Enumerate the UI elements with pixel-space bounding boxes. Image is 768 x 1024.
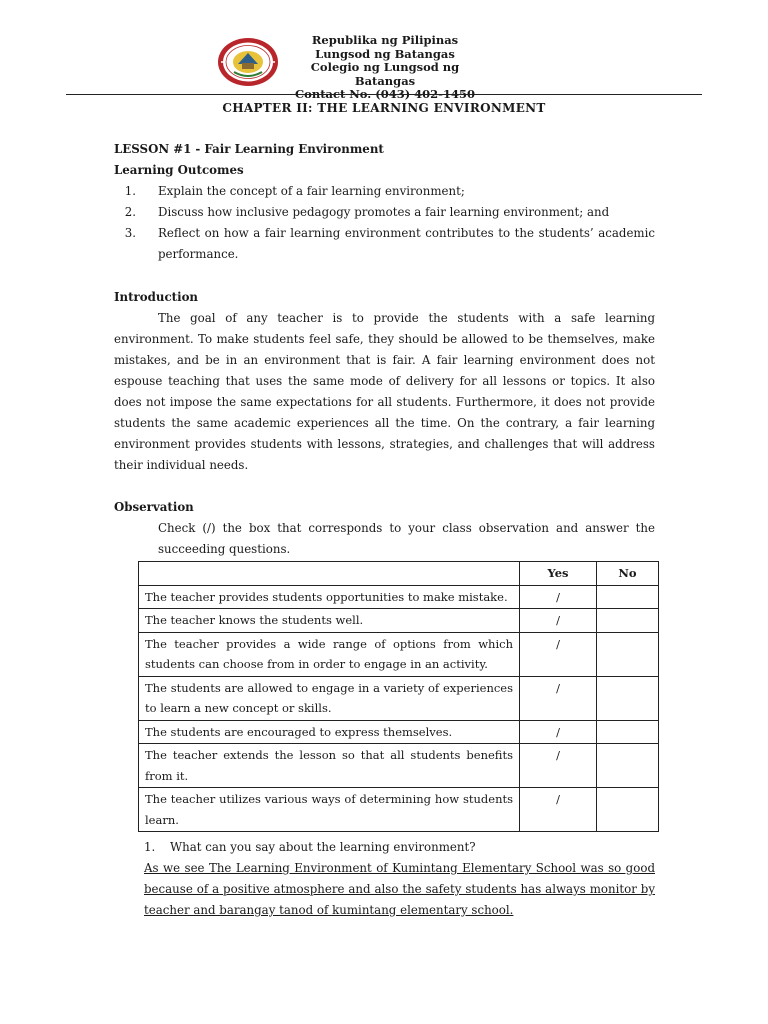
yes-checkbox-cell[interactable]: / xyxy=(520,744,597,788)
no-checkbox-cell[interactable] xyxy=(597,744,659,788)
table-row xyxy=(139,585,659,609)
row-statement: The teacher provides students opportunities to make mistake. xyxy=(139,585,520,609)
outcome-item xyxy=(114,223,655,265)
row-statement: The teacher knows the students well. xyxy=(139,609,520,633)
outcome-text: Explain the concept of a fair learning environment; xyxy=(158,184,465,198)
outcome-text: Discuss how inclusive pedagogy promotes a fair learning environment; and xyxy=(158,205,610,219)
outcome-number: 1. xyxy=(124,184,136,198)
header-no: No xyxy=(597,562,659,586)
row-statement: The teacher utilizes various ways of determining how students learn. xyxy=(139,788,520,832)
outcome-number: 2. xyxy=(124,205,136,219)
row-statement: The teacher provides a wide range of options from which students can choose from in order to engage in an activity. xyxy=(139,632,520,676)
yes-checkbox-cell[interactable]: / xyxy=(520,609,597,633)
yes-checkbox-cell[interactable]: / xyxy=(520,720,597,744)
observation-instruction: Check (/) the box that corresponds to your class observation and answer the succeeding questions. xyxy=(158,521,655,556)
outcome-number: 3. xyxy=(124,226,136,240)
yes-checkbox-cell[interactable]: / xyxy=(520,632,597,676)
table-row xyxy=(139,609,659,633)
letterhead-text xyxy=(280,34,490,102)
table-row xyxy=(139,744,659,788)
outcomes-heading: Learning Outcomes xyxy=(114,163,244,177)
introduction-paragraph: The goal of any teacher is to provide the students with a safe learning environment. To make students feel safe, they should be allowed to be themselves, make mistakes, and be in an environment that is fair. A fair learning environment does not espouse teaching that uses the same mode of delivery for all lessons or topics. It also does not impose the same expectations for all students. Furthermore, it does not provide students the same academic experiences all the time. On the contrary, a fair learning environment provides students with lessons, strategies, and challenges that will address their individual needs. xyxy=(114,311,655,472)
question-1 xyxy=(144,837,655,858)
header-contact: Contact No. (043) 402-1450 xyxy=(295,87,475,101)
table-row xyxy=(139,788,659,832)
header-city: Lungsod ng Batangas xyxy=(315,46,455,61)
header-divider xyxy=(66,94,702,95)
row-statement: The students are encouraged to express themselves. xyxy=(139,720,520,744)
row-statement: The teacher extends the lesson so that all students benefits from it. xyxy=(139,744,520,788)
outcomes-list xyxy=(114,181,655,265)
question-text: What can you say about the learning environment? xyxy=(170,840,476,854)
no-checkbox-cell[interactable] xyxy=(597,585,659,609)
table-header-row xyxy=(139,562,659,586)
table-row xyxy=(139,632,659,676)
observation-checklist-table xyxy=(138,561,659,832)
no-checkbox-cell[interactable] xyxy=(597,720,659,744)
header-yes: Yes xyxy=(520,562,597,586)
no-checkbox-cell[interactable] xyxy=(597,609,659,633)
no-checkbox-cell[interactable] xyxy=(597,632,659,676)
yes-checkbox-cell[interactable]: / xyxy=(520,788,597,832)
table-row xyxy=(139,720,659,744)
outcome-item xyxy=(114,202,655,223)
letterhead xyxy=(0,30,768,101)
yes-checkbox-cell[interactable]: / xyxy=(520,585,597,609)
school-seal-logo xyxy=(216,36,280,88)
question-number: 1. xyxy=(144,840,156,854)
header-republic: Republika ng Pilipinas xyxy=(311,33,459,47)
introduction-heading: Introduction xyxy=(114,290,199,304)
header-college: Colegio ng Lungsod ng Batangas xyxy=(310,60,460,88)
header-statement xyxy=(139,562,520,586)
outcome-text: Reflect on how a fair learning environment contributes to the students’ academic performance. xyxy=(158,226,655,261)
row-statement: The students are allowed to engage in a variety of experiences to learn a new concept or skills. xyxy=(139,676,520,720)
table-row xyxy=(139,676,659,720)
outcome-item xyxy=(114,181,655,202)
no-checkbox-cell[interactable] xyxy=(597,788,659,832)
lesson-title: LESSON #1 - Fair Learning Environment xyxy=(114,142,384,156)
chapter-title: CHAPTER II: THE LEARNING ENVIRONMENT xyxy=(222,101,546,115)
observation-heading: Observation xyxy=(114,500,194,514)
yes-checkbox-cell[interactable]: / xyxy=(520,676,597,720)
no-checkbox-cell[interactable] xyxy=(597,676,659,720)
question-1-answer[interactable]: As we see The Learning Environment of Kumintang Elementary School was so good because of a positive atmosphere and also the safety students has always monitor by teacher and barangay tanod of kumintang elementary school. xyxy=(144,861,655,917)
